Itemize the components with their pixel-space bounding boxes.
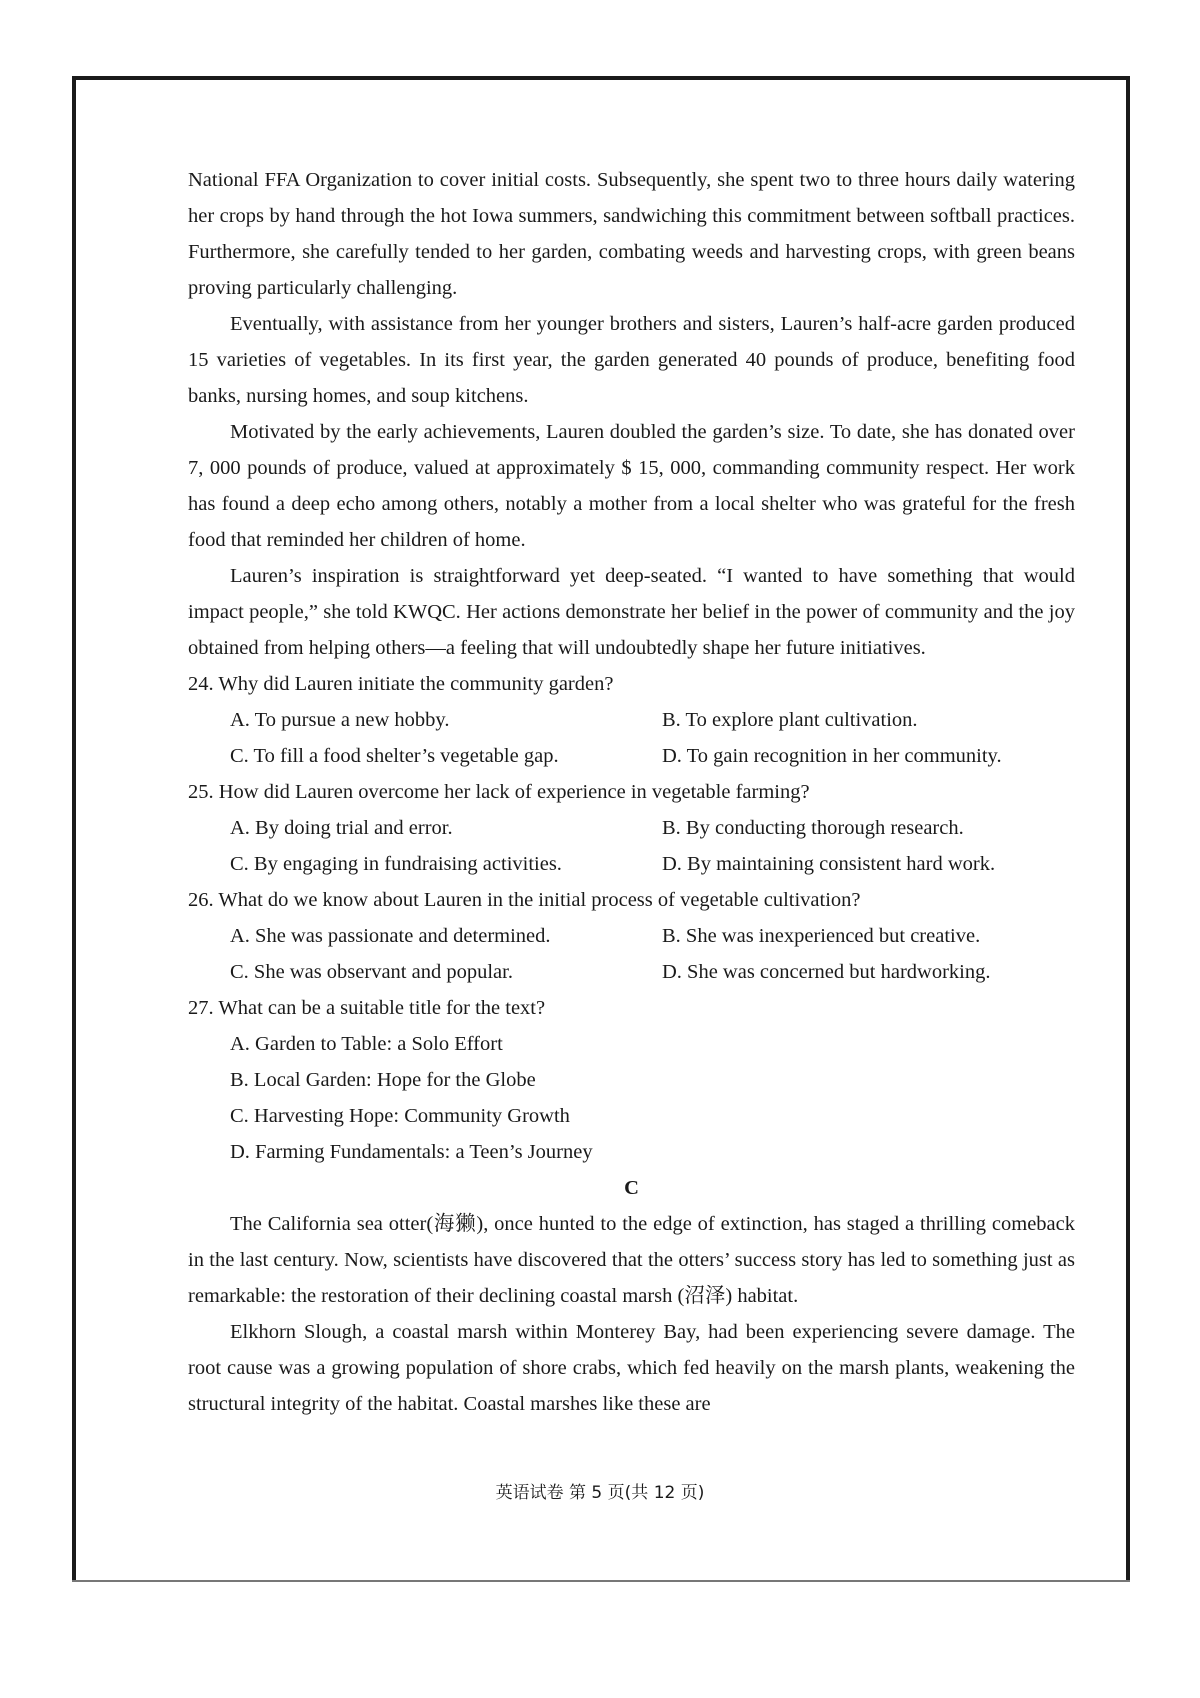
option-b: B. To explore plant cultivation. bbox=[662, 709, 918, 731]
option-d: D. By maintaining consistent hard work. bbox=[662, 853, 996, 875]
question-stem: 24. Why did Lauren initiate the community garden? bbox=[188, 673, 614, 695]
passage-c-paragraph-1: The California sea otter(海獭), once hunted to the edge of extinction, has staged a thrilling comeback in the last century. Now, scientists have discovered that the otters’ success story has led to something just as remarkable: the restoration of their declining coastal marsh (沼泽) habitat. bbox=[188, 1213, 1075, 1307]
passage-b-paragraph-3: Motivated by the early achievements, Lauren doubled the garden’s size. To date, she has donated over 7, 000 pounds of produce, valued at approximately $ 15, 000, commanding community respect. Her work has found a deep echo among others, notably a mother from a local shelter who was grateful for the fresh food that reminded her children of home. bbox=[188, 421, 1075, 551]
option-c: C. Harvesting Hope: Community Growth bbox=[230, 1105, 570, 1127]
question-26 bbox=[188, 882, 1075, 990]
option-b: B. By conducting thorough research. bbox=[662, 817, 964, 839]
passage-b-paragraph-1: National FFA Organization to cover initial costs. Subsequently, she spent two to three hours daily watering her crops by hand through the hot Iowa summers, sandwiching this commitment between softball practices. Furthermore, she carefully tended to her garden, combating weeds and harvesting crops, with green beans proving particularly challenging. bbox=[188, 169, 1075, 299]
question-27 bbox=[188, 990, 1075, 1170]
section-c-heading: C bbox=[624, 1177, 639, 1199]
option-c: C. She was observant and popular. bbox=[230, 961, 513, 983]
question-stem: 26. What do we know about Lauren in the initial process of vegetable cultivation? bbox=[188, 889, 861, 911]
passage-b-paragraph-2: Eventually, with assistance from her younger brothers and sisters, Lauren’s half-acre garden produced 15 varieties of vegetables. In its first year, the garden generated 40 pounds of produce, benefiting food banks, nursing homes, and soup kitchens. bbox=[188, 313, 1075, 407]
passage-b-paragraph-4: Lauren’s inspiration is straightforward yet deep-seated. “I wanted to have something that would impact people,” she told KWQC. Her actions demonstrate her belief in the power of community and the joy obtained from helping others—a feeling that will undoubtedly shape her future initiatives. bbox=[188, 565, 1075, 659]
option-b: B. Local Garden: Hope for the Globe bbox=[230, 1069, 536, 1091]
option-b: B. She was inexperienced but creative. bbox=[662, 925, 981, 947]
option-c: C. To fill a food shelter’s vegetable gap. bbox=[230, 745, 559, 767]
question-options bbox=[230, 918, 1075, 990]
option-a: A. Garden to Table: a Solo Effort bbox=[230, 1033, 503, 1055]
question-options bbox=[230, 810, 1075, 882]
question-24 bbox=[188, 666, 1075, 774]
option-d: D. To gain recognition in her community. bbox=[662, 745, 1002, 767]
frame-bottom-line bbox=[72, 1580, 1130, 1582]
exam-content bbox=[188, 162, 1075, 1422]
option-a: A. By doing trial and error. bbox=[230, 817, 453, 839]
passage-c-paragraph-2: Elkhorn Slough, a coastal marsh within Monterey Bay, had been experiencing severe damage. The root cause was a growing population of shore crabs, which fed heavily on the marsh plants, weakening the structural integrity of the habitat. Coastal marshes like these are bbox=[188, 1321, 1075, 1415]
option-a: A. She was passionate and determined. bbox=[230, 925, 551, 947]
question-stem: 27. What can be a suitable title for the text? bbox=[188, 997, 546, 1019]
question-stem: 25. How did Lauren overcome her lack of experience in vegetable farming? bbox=[188, 781, 810, 803]
option-a: A. To pursue a new hobby. bbox=[230, 709, 450, 731]
option-c: C. By engaging in fundraising activities. bbox=[230, 853, 562, 875]
option-d: D. Farming Fundamentals: a Teen’s Journey bbox=[230, 1141, 593, 1163]
question-options bbox=[230, 1026, 1075, 1170]
question-options bbox=[230, 702, 1075, 774]
question-25 bbox=[188, 774, 1075, 882]
option-d: D. She was concerned but hardworking. bbox=[662, 961, 991, 983]
page-footer: 英语试卷 第 5 页(共 12 页) bbox=[495, 1483, 705, 1503]
